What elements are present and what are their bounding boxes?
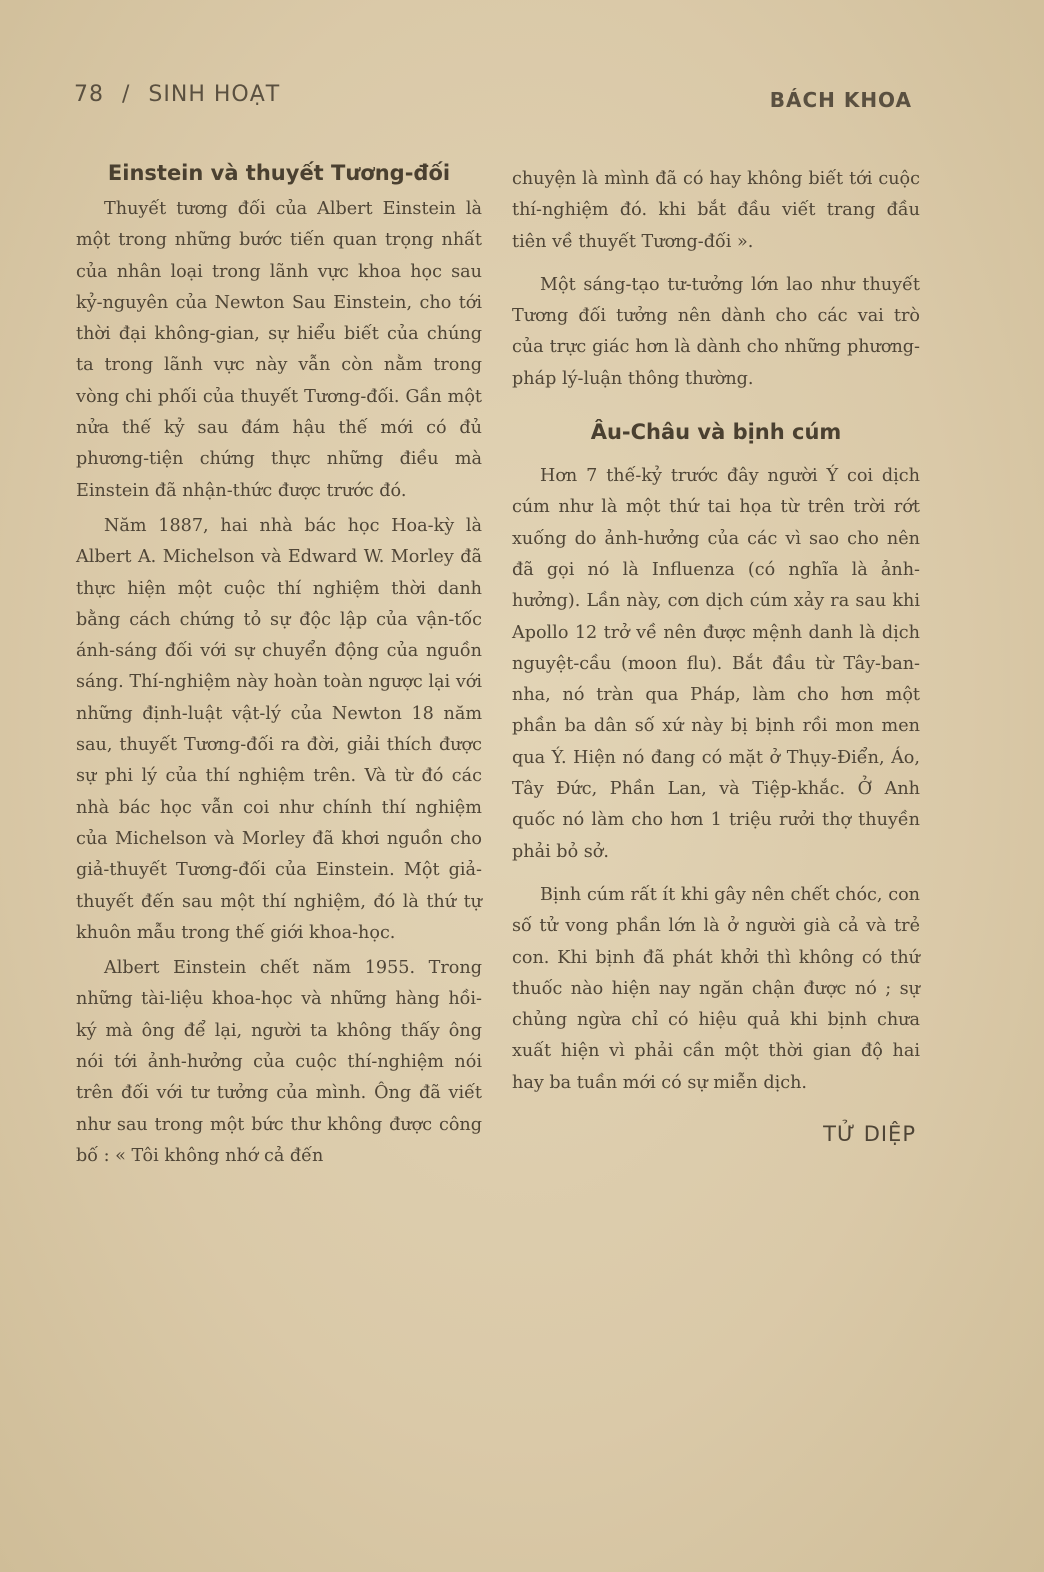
article-paragraph: Năm 1887, hai nhà bác học Hoa-kỳ là Albert A. Michelson và Edward W. Morley đã thực hiện một cuộc thí nghiệm thời danh bằng cách chứng tỏ sự độc lập của vận-tốc ánh-sáng đối với sự chuyển động của nguồn sáng. Thí-nghiệm này hoàn toàn ngược lại với những định-luật vật-lý của Newton 18 năm sau, thuyết Tương-đối ra đời, giải thích được sự phi lý của thí nghiệm trên. Và từ đó các nhà bác học vẫn coi như chính thí nghiệm của Michelson và Morley đã khơi nguồn cho giả-thuyết Tương-đối của Einstein. Một giả-thuyết đến sau một thí nghiệm, đó là thứ tự khuôn mẫu trong thế giới khoa-học. <box>76 515 482 943</box>
author-signature: TỬ DIỆP <box>823 1122 916 1147</box>
article-paragraph: Bịnh cúm rất ít khi gây nên chết chóc, con số tử vong phần lớn là ở người già cả và trẻ con. Khi bịnh đã phát khởi thì không có thứ thuốc nào hiện nay ngăn chận được nó ; sự chủng ngừa chỉ có hiệu quả khi bịnh chưa xuất hiện vì phải cần một thời gian độ hai hay ba tuần mới có sự miễn dịch. <box>512 884 920 1093</box>
header-separator: / <box>122 82 131 107</box>
section-name: SINH HOẠT <box>148 82 281 107</box>
article-paragraph-continued: chuyện là mình đã có hay không biết tới cuộc thí-nghiệm đó. khi bắt đầu viết trang đầu tiên về thuyết Tương-đối ». <box>512 169 920 252</box>
article-paragraph: Một sáng-tạo tư-tưởng lớn lao như thuyết Tương đối tưởng nên dành cho các vai trò của trực giác hơn là dành cho những phương-pháp lý-luận thông thường. <box>512 274 920 389</box>
article-paragraph: Thuyết tương đối của Albert Einstein là một trong những bước tiến quan trọng nhất của nhân loại trong lãnh vực khoa học sau kỷ-nguyên của Newton Sau Einstein, cho tới thời đại không-gian, sự hiểu biết của chúng ta trong lãnh vực này vẫn còn nằm trong vòng chi phối của thuyết Tương-đối. Gần một nửa thế kỷ sau đám hậu thế mới có đủ phương-tiện chứng thực những điều mà Einstein đã nhận-thức được trước đó. <box>76 199 482 501</box>
article-title-einstein: Einstein và thuyết Tương-đối <box>107 161 451 185</box>
article-paragraph: Hơn 7 thế-kỷ trước đây người Ý coi dịch cúm như là một thứ tai họa từ trên trời rớt xuống do ảnh-hưởng của các vì sao cho nên đã gọi nó là Influenza (có nghĩa là ảnh-hưởng). Lần này, cơn dịch cúm xảy ra sau khi Apollo 12 trở về nên được mệnh danh là dịch nguyệt-cầu (moon flu). Bắt đầu từ Tây-ban-nha, nó tràn qua Pháp, làm cho hơn một phần ba dân số xứ này bị bịnh rồi mon men qua Ý. Hiện nó đang có mặt ở Thụy-Điển, Áo, Tây Đức, Phần Lan, và Tiệp-khắc. Ở Anh quốc nó làm cho hơn 1 triệu rưởi thợ thuyền phải bỏ sở. <box>512 466 920 862</box>
article-title-flu: Âu-Châu và bịnh cúm <box>590 420 842 445</box>
right-column <box>512 164 920 1150</box>
page-number: 78 <box>74 82 104 107</box>
left-column <box>76 158 482 1172</box>
publication-name: BÁCH KHOA <box>769 88 912 112</box>
running-header <box>74 82 290 107</box>
article-paragraph: Albert Einstein chết năm 1955. Trong những tài-liệu khoa-học và những hàng hồi-ký mà ông để lại, người ta không thấy ông nói tới ảnh-hưởng của cuộc thí-nghiệm nói trên đối với tư tưởng của mình. Ông đã viết như sau trong một bức thư không được công bố : « Tôi không nhớ cả đến <box>76 958 482 1166</box>
